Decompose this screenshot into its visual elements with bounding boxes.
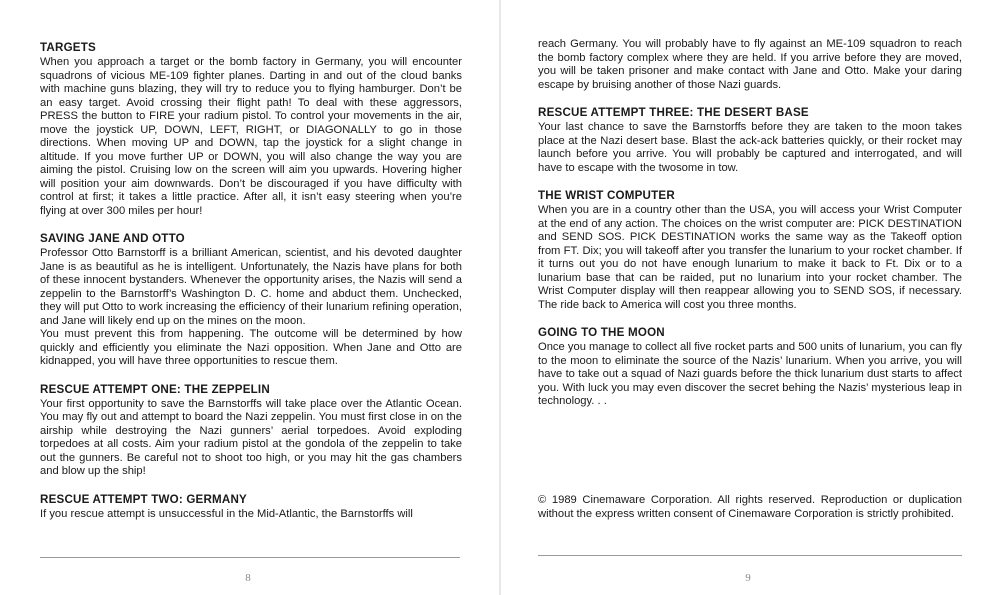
- page-number: 9: [745, 572, 751, 584]
- section-paragraph: Your last chance to save the Barnstorffs before they are taken to the moon takes place at the Nazi desert base. Blast the ack-ack batteries quickly, or their rocket may launch before you arrive. You will probably be captured and interrogated, and will have to escape with the twosome in tow.: [538, 121, 962, 174]
- section-paragraph: When you are in a country other than the USA, you will access your Wrist Computer at the end of any action. The choices on the wrist computer are: PICK DESTINATION and SEND SOS. PICK DESTINATION works the same way as the Takeoff option from FT. Dix; you will takeoff after you transfer the lunarium to your rocket chamber. If it turns out you do not have enough lunarium to make it back to Ft. Dix or to a lunarium base that can be raided, put no lunarium into your rocket chamber. The Wrist Computer display will then reappear allowing you to SEND SOS, if necessary. The ride back to America will cost you three months.: [538, 204, 962, 311]
- section-paragraph: You must prevent this from happening. The outcome will be determined by how quickly and efficiently you eliminate the Nazi opposition. When Jane and Otto are kidnapped, you will have three opportunities to rescue them.: [40, 328, 462, 367]
- continuation-paragraph: reach Germany. You will probably have to fly against an ME-109 squadron to reach the bomb factory complex where they are held. If you arrive before they are moved, you will be taken prisoner and make contact with Jane and Otto. Make your daring escape by bruising another of those Nazi guards.: [538, 38, 962, 91]
- section-heading: RESCUE ATTEMPT ONE: THE ZEPPELIN: [40, 382, 270, 396]
- section-heading: SAVING JANE AND OTTO: [40, 232, 185, 245]
- section-saving-jane-and-otto: [40, 231, 462, 369]
- section-going-to-the-moon: [538, 325, 962, 409]
- section-paragraph: If you rescue attempt is unsuccessful in the Mid-Atlantic, the Barnstorffs will: [40, 507, 413, 520]
- copyright-notice: [538, 494, 962, 521]
- left-column: [40, 40, 462, 534]
- left-page: [0, 0, 498, 595]
- section-rescue-attempt-one: [40, 382, 462, 479]
- footer-rule: [538, 555, 962, 556]
- section-heading: GOING TO THE MOON: [538, 326, 665, 339]
- section-rescue-attempt-three: [538, 105, 962, 175]
- page-gutter: [499, 0, 501, 595]
- section-heading: RESCUE ATTEMPT THREE: THE DESERT BASE: [538, 106, 809, 119]
- section-targets: [40, 40, 462, 218]
- section-paragraph: Your first opportunity to save the Barnstorffs will take place over the Atlantic Ocean. You may fly out and attempt to board the Nazi zeppelin. You must first close in on the airship while destroying the Nazi gunners’ aerial torpedoes. Avoid exploding torpedoes at all costs. Aim your radium pistol at the gondola of the zeppelin to take out the gunners. Be careful not to shoot too high, or you may hit the gas chambers and blow up the ship!: [40, 397, 462, 477]
- section-wrist-computer: [538, 188, 962, 312]
- section-continuation: [538, 38, 962, 92]
- copyright-text: © 1989 Cinemaware Corporation. All rights reserved. Reproduction or duplication without the express written consent of Cinemaware Corporation is strictly prohibited.: [538, 494, 962, 520]
- section-paragraph: When you approach a target or the bomb factory in Germany, you will encounter squadrons of vicious ME-109 fighter planes. Darting in and out of the cloud banks with machine guns blazing, they will try to reduce you to flying hamburger. Don’t be an easy target. Avoid crossing their flight path! To deal with these aggressors, PRESS the button to FIRE your radium pistol. To control your movements in the air, move the joystick UP, DOWN, LEFT, RIGHT, or DIAGONALLY to go in those directions. When moving UP and DOWN, tap the joystick for a slight change in altitude. If you move further UP or DOWN, you will also change the way you are aiming the pistol. Cruising low on the screen will aim you upwards. Hovering higher will position your aim downwards. Don’t be discouraged if you have difficulty with control at first; it takes a little practice. After all, it isn’t easy steering when you’re flying at over 300 miles per hour!: [40, 56, 462, 217]
- section-heading: RESCUE ATTEMPT TWO: GERMANY: [40, 492, 247, 506]
- footer-rule: [40, 557, 460, 558]
- section-heading: THE WRIST COMPUTER: [538, 189, 675, 202]
- section-heading: TARGETS: [40, 41, 96, 54]
- section-paragraph: Once you manage to collect all five rocket parts and 500 units of lunarium, you can fly to the moon to eliminate the source of the Nazis’ lunarium. When you arrive, you will have to take out a squad of Nazi guards before the thick lunarium dust starts to affect you. With luck you may even discover the secret behing the Nazis’ mysterious leap in technology. . .: [538, 341, 962, 407]
- right-column: [538, 38, 962, 422]
- page-number: 8: [245, 572, 251, 584]
- right-page: [502, 0, 1000, 595]
- section-paragraph: Professor Otto Barnstorff is a brilliant American, scientist, and his devoted daughter Jane is as beautiful as he is intelligent. Unfortunately, the Nazis have plans for both of these innocent bystanders. Whenever the opportunity arises, the Nazis will send a zeppelin to the Barnstorff’s Washington D. C. home and abduct them. Unchecked, they will put Otto to work increasing the efficiency of their lunarium refining operation, and Jane will likely end up on the mines on the moon.: [40, 247, 462, 327]
- section-rescue-attempt-two: [40, 492, 462, 522]
